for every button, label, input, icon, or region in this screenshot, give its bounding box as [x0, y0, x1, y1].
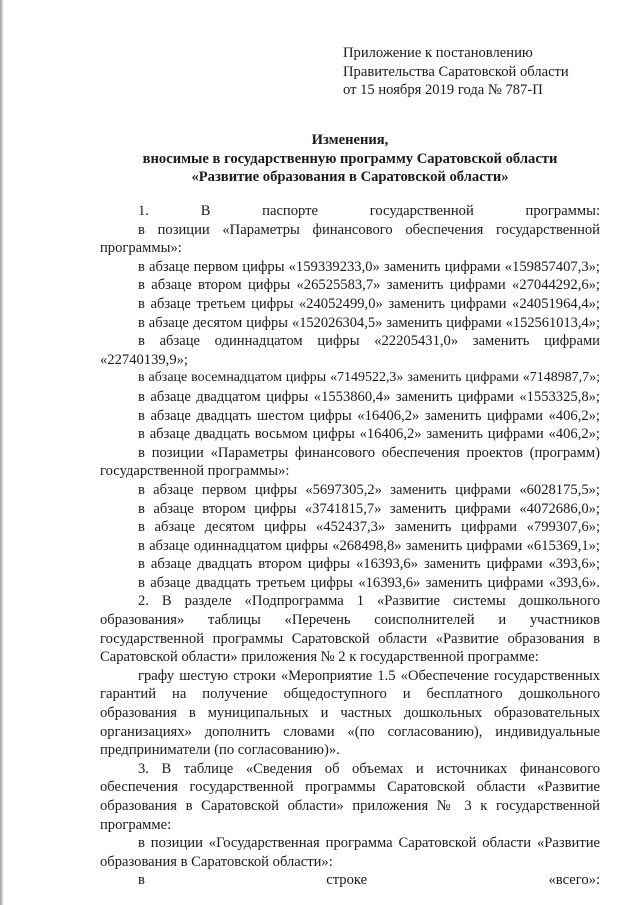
- paragraph: в абзаце восемнадцатом цифры «7149522,3» заменить цифрами «7148987,7»;: [138, 370, 600, 386]
- paragraph: в абзаце двадцать восьмом цифры «16406,2» заменить цифрами «406,2»;: [138, 426, 600, 443]
- paragraph: в позиции «Государственная программа Саратовской области «Развитие образования в Саратовской области»:: [100, 835, 600, 870]
- paragraph: в абзаце двадцатом цифры «1553860,4» заменить цифрами «1553325,8»;: [138, 388, 600, 405]
- document-title: [100, 131, 600, 187]
- paragraph: в абзаце первом цифры «159339233,0» заменить цифрами «159857407,3»;: [138, 258, 600, 275]
- title-line: Изменения,: [311, 132, 389, 148]
- paragraph: в абзаце первом цифры «5697305,2» заменить цифрами «6028175,5»;: [138, 481, 600, 498]
- paragraph: в абзаце двадцать втором цифры «16393,6» заменить цифрами «393,6»;: [138, 556, 600, 573]
- approval-line: Приложение к постановлению: [343, 45, 533, 61]
- paragraph: в абзаце одиннадцатом цифры «22205431,0» заменить цифрами «22740139,9»;: [100, 333, 600, 368]
- document-body: [100, 202, 600, 890]
- paragraph: 1. В паспорте государственной программы:: [138, 203, 600, 219]
- paragraph: в абзаце двадцать шестом цифры «16406,2» заменить цифрами «406,2»;: [138, 407, 600, 424]
- approval-line: Правительства Саратовской области: [343, 63, 569, 80]
- paragraph: в позиции «Параметры финансового обеспечения государственной программы»:: [100, 221, 600, 257]
- paragraph: в абзаце десятом цифры «452437,3» заменить цифрами «799307,6»;: [138, 519, 600, 536]
- scan-edge: [0, 0, 4, 905]
- approval-block: [343, 44, 603, 100]
- paragraph: в строке «всего»:: [138, 872, 600, 889]
- title-line: вносимые в государственную программу Саратовской области: [142, 150, 558, 167]
- paragraph: в абзаце втором цифры «26525583,7» заменить цифрами «27044292,6»;: [138, 277, 600, 294]
- paragraph: в абзаце втором цифры «3741815,7» заменить цифрами «4072686,0»;: [138, 500, 600, 517]
- paragraph: графу шестую строки «Мероприятие 1.5 «Обеспечение государственных гарантий на получение общедоступного и бесплатного дошкольного образования в муниципальных и частных дошкольных образовательных организациях» дополнить словами «(по согласованию), индивидуальные предприниматели (по согласованию)».: [100, 667, 600, 759]
- paragraph: в позиции «Параметры финансового обеспечения проектов (программ) государственной программы»:: [100, 444, 600, 480]
- paragraph: в абзаце десятом цифры «152026304,5» заменить цифрами «152561013,4»;: [138, 314, 600, 331]
- paragraph: в абзаце двадцать третьем цифры «16393,6» заменить цифрами «393,6».: [138, 574, 600, 591]
- title-line: «Развитие образования в Саратовской области»: [191, 169, 509, 185]
- paragraph: в абзаце третьем цифры «24052499,0» заменить цифрами «24051964,4»;: [138, 295, 600, 312]
- paragraph: 2. В разделе «Подпрограмма 1 «Развитие системы дошкольного образования» таблицы «Перечень соисполнителей и участников государственной программы Саратовской области «Развитие образования в Саратовской области» приложения № 2 к государственной программе:: [100, 593, 600, 666]
- paragraph: в абзаце одиннадцатом цифры «268498,8» заменить цифрами «615369,1»;: [138, 537, 600, 554]
- approval-line: от 15 ноября 2019 года № 787-П: [343, 82, 543, 98]
- paragraph: 3. В таблице «Сведения об объемах и источниках финансового обеспечения государственной программы Саратовской области «Развитие образования в Саратовской области» приложения № 3 к государственной программе:: [100, 760, 600, 833]
